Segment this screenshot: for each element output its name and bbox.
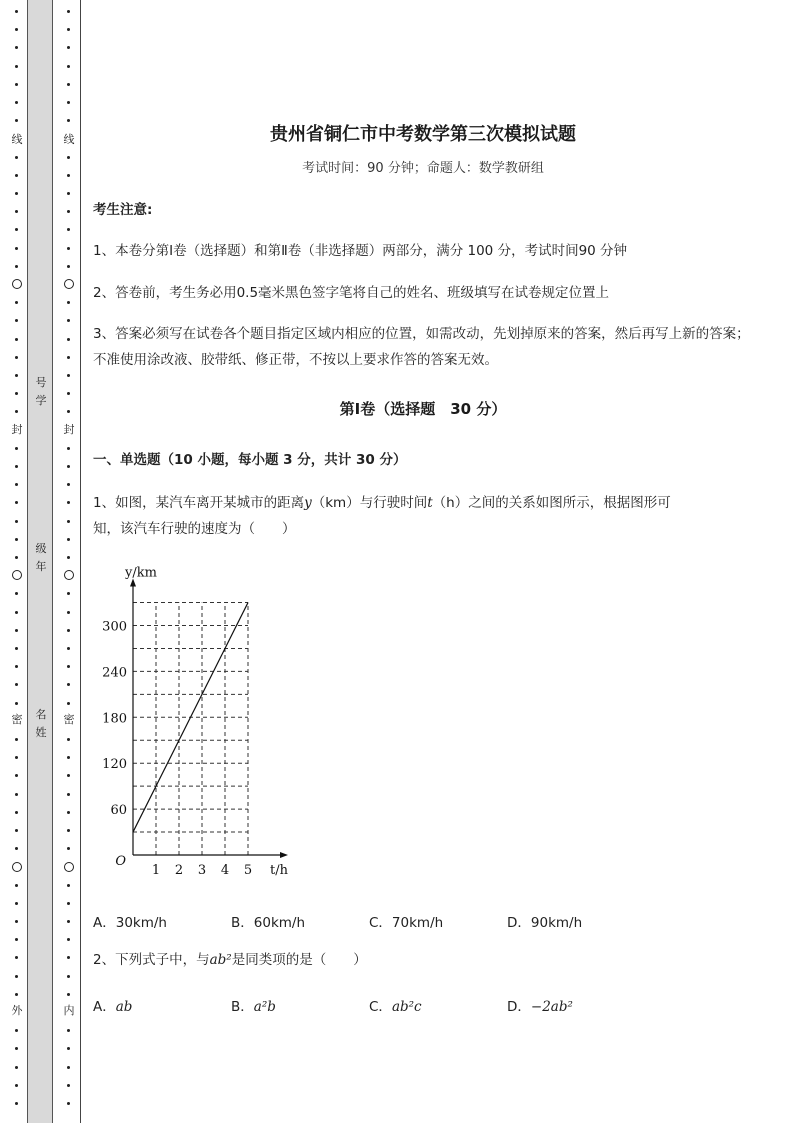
inner-circle-3 [64,862,74,872]
margin-dot [15,1047,18,1050]
margin-dot [15,83,18,86]
margin-dot [67,174,70,177]
q2-option-c[interactable] [369,995,422,1015]
margin-dot [67,847,70,850]
field-char: 年 [35,560,47,573]
field-name [28,706,54,742]
margin-dot [15,884,18,887]
q2-option-a-expr: ab [115,999,133,1015]
notice-item-3: 3、答案必须写在试卷各个题目指定区域内相应的位置，如需改动，先划掉原来的答案，然后再写上新的答案；不准使用涂改液、胶带纸、修正带，不按以上要求作答的答案无效。 [93,326,750,368]
margin-dot [15,338,18,341]
margin-dot [15,847,18,850]
margin-dot [15,902,18,905]
margin-dot [67,65,70,68]
margin-dot [15,247,18,250]
q2-text-b: 是同类项的是（ ） [231,952,367,968]
q2-option-d-label: D． [507,999,531,1015]
margin-dot [67,811,70,814]
notice-item-1: 1、本卷分第Ⅰ卷（选择题）和第Ⅱ卷（非选择题）两部分，满分 100 分，考试时间90 分钟 [93,243,628,259]
inner-mark-inside: 内 [63,1004,75,1017]
margin-dot [67,829,70,832]
margin-dot [67,28,70,31]
margin-dot [15,956,18,959]
y-tick-label: 180 [102,711,127,727]
margin-dot [67,920,70,923]
outer-circle-1 [12,279,22,289]
field-char: 学 [35,394,47,407]
inner-circle-2 [64,570,74,580]
field-char: 级 [35,542,47,555]
margin-dot [15,774,18,777]
margin-dot [15,374,18,377]
margin-dot [67,392,70,395]
y-tick-label: 240 [102,665,127,681]
margin-dot [15,356,18,359]
inner-circle-1 [64,279,74,289]
q2-option-b-expr: a²b [253,999,276,1015]
q2-option-a-label: A． [93,999,116,1015]
margin-dot [15,156,18,159]
margin-dot [67,1047,70,1050]
notice-heading: 考生注意: [93,202,153,218]
margin-dot [67,156,70,159]
notice-item-2: 2、答卷前，考生务必用0.5毫米黑色签字笔将自己的姓名、班级填写在试卷规定位置上 [93,285,610,301]
q1-option-b[interactable]: B．60km/h [231,915,306,931]
margin-dot [15,793,18,796]
outer-circle-2 [12,570,22,580]
x-tick-label: 3 [197,863,207,878]
margin-dot [15,10,18,13]
field-student-id [28,374,54,410]
margin-dot [15,210,18,213]
margin-dot [15,410,18,413]
margin-dot [15,629,18,632]
q2-text-a: 2、下列式子中，与 [93,952,210,968]
margin-dot [67,483,70,486]
x-axis-arrow [280,852,288,858]
q1-var-t: t [427,495,433,511]
field-grade [28,540,54,576]
margin-dot [15,1084,18,1087]
margin-dot [67,738,70,741]
margin-dot [15,1029,18,1032]
exam-title: 贵州省铜仁市中考数学第三次模拟试题 [270,124,576,145]
margin-dot [67,1084,70,1087]
x-tick-label: 2 [174,863,184,878]
margin-dot [15,174,18,177]
margin-dot [67,10,70,13]
margin-dot [67,938,70,941]
field-char: 姓 [35,726,47,739]
y-tick-label: 120 [102,757,127,773]
margin-dot [67,301,70,304]
margin-dot [15,228,18,231]
margin-dot [67,629,70,632]
margin-dot [67,1102,70,1105]
margin-dot [15,65,18,68]
margin-dot [67,902,70,905]
margin-dot [67,465,70,468]
student-info-strip [27,0,53,1123]
margin-dot [15,301,18,304]
inner-mark-seal: 封 [63,423,75,436]
margin-dot [15,702,18,705]
question-2-options [93,995,753,1015]
margin-dot [67,265,70,268]
margin-dot [67,884,70,887]
margin-dot [67,228,70,231]
margin-dot [67,538,70,541]
margin-dot [15,756,18,759]
margin-dot [15,483,18,486]
origin-label: O [115,854,126,869]
margin-dot [67,338,70,341]
margin-dot [15,556,18,559]
margin-dot [15,993,18,996]
q2-expr: ab² [209,952,232,968]
margin-dot [15,920,18,923]
binding-border-line [80,0,81,1123]
margin-dot [15,665,18,668]
margin-dot [67,556,70,559]
question-2-text [93,947,753,973]
margin-dot [15,829,18,832]
field-char: 号 [35,376,47,389]
q1-option-d[interactable]: D．90km/h [507,915,583,931]
margin-dot [67,956,70,959]
q2-option-b[interactable] [231,995,276,1015]
distance-time-chart [93,560,303,880]
q2-option-b-label: B． [231,999,254,1015]
margin-dot [67,119,70,122]
margin-dot [67,319,70,322]
margin-dot [15,811,18,814]
margin-dot [15,938,18,941]
q2-option-a[interactable] [93,995,132,1015]
margin-dot [15,501,18,504]
margin-dot [15,538,18,541]
margin-dot [15,101,18,104]
part-heading: 一、单选题（10 小题，每小题 3 分，共计 30 分） [93,452,407,468]
margin-dot [67,1066,70,1069]
margin-dot [67,520,70,523]
margin-dot [15,611,18,614]
margin-dot [67,1029,70,1032]
margin-dot [67,374,70,377]
margin-dot [15,319,18,322]
margin-dot [15,975,18,978]
margin-dot [15,592,18,595]
question-1-text [93,490,753,542]
margin-dot [15,447,18,450]
section-title: 第Ⅰ卷（选择题 30 分） [339,400,507,418]
margin-dot [67,46,70,49]
q2-option-c-label: C． [369,999,392,1015]
q1-text-d: 知，该汽车行驶的速度为（ ） [93,521,296,537]
margin-dot [67,83,70,86]
outer-mark-outside: 外 [11,1004,23,1017]
q1-option-c[interactable]: C．70km/h [369,915,444,931]
margin-dot [15,392,18,395]
margin-dot [15,465,18,468]
q1-text-c: （h）之间的关系如图所示，根据图形可 [432,495,671,511]
margin-dot [15,1102,18,1105]
q1-var-y: y [304,495,312,511]
q1-option-a[interactable]: A．30km/h [93,915,167,931]
margin-dot [15,738,18,741]
margin-dot [67,975,70,978]
margin-dot [67,592,70,595]
margin-dot [67,192,70,195]
margin-dot [15,1066,18,1069]
margin-dot [67,702,70,705]
inner-binding-margin [62,0,76,1123]
margin-dot [15,28,18,31]
q2-option-d[interactable] [507,995,573,1015]
outer-dotted-line [10,0,24,1123]
outer-mark-line: 线 [11,133,23,146]
margin-dot [15,683,18,686]
margin-dot [15,192,18,195]
x-axis-label: t/h [270,863,288,878]
x-tick-label: 1 [151,863,161,878]
outer-circle-3 [12,862,22,872]
field-char: 名 [35,708,47,721]
outer-mark-secret: 密 [11,713,23,726]
margin-dot [15,46,18,49]
margin-dot [15,647,18,650]
q2-option-c-expr: ab²c [391,999,422,1015]
y-tick-label: 300 [102,619,127,635]
margin-dot [67,501,70,504]
margin-dot [67,447,70,450]
margin-dot [67,247,70,250]
y-axis-label: y/km [125,565,157,581]
question-1-options [93,911,753,931]
y-tick-label: 60 [110,803,127,819]
margin-dot [67,210,70,213]
margin-dot [15,520,18,523]
margin-dot [67,774,70,777]
margin-dot [67,647,70,650]
inner-dotted-line [62,0,76,1123]
q1-text-b: （km）与行驶时间 [311,495,428,511]
q1-text-a: 1、如图，某汽车离开某城市的距离 [93,495,305,511]
margin-dot [67,793,70,796]
inner-mark-secret: 密 [63,713,75,726]
outer-mark-seal: 封 [11,423,23,436]
exam-subtitle: 考试时间：90 分钟；命题人：数学教研组 [302,161,544,176]
outer-binding-margin [10,0,24,1123]
margin-dot [67,756,70,759]
margin-dot [67,611,70,614]
margin-dot [15,265,18,268]
margin-dot [67,410,70,413]
margin-dot [67,665,70,668]
margin-dot [15,119,18,122]
x-tick-label: 5 [243,863,253,878]
margin-dot [67,356,70,359]
margin-dot [67,101,70,104]
x-tick-label: 4 [220,863,230,878]
q2-option-d-expr: −2ab² [530,999,573,1015]
inner-mark-line: 线 [63,133,75,146]
margin-dot [67,683,70,686]
margin-dot [67,993,70,996]
